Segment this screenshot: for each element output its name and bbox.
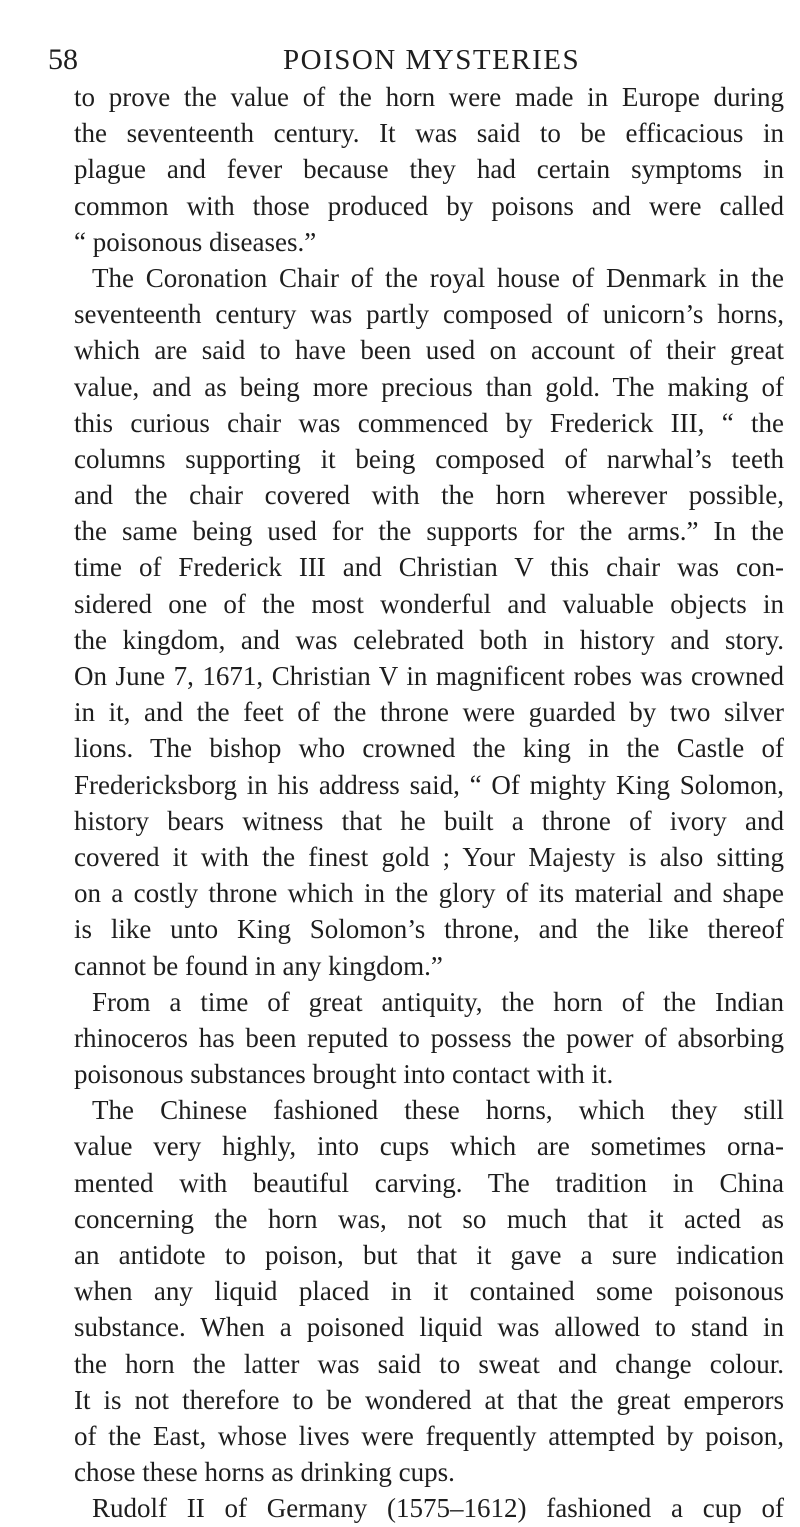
text-line: history bears witness that he built a throne of ivory and <box>74 805 784 836</box>
text-line: poisonous substances brought into contact with it. <box>74 1059 614 1090</box>
text-line: chose these horns as drinking cups. <box>74 1457 455 1488</box>
text-line: an antidote to poison, but that it gave a sure indication <box>74 1240 784 1270</box>
text-line: value very highly, into cups which are sometimes orna- <box>74 1131 784 1162</box>
text-line: of the East, whose lives were frequently attempted by poison, <box>74 1420 784 1451</box>
text-line: plague and fever because they had certain symptoms in <box>74 154 784 185</box>
text-line: when any liquid placed in it contained some poisonous <box>74 1276 784 1307</box>
text-line: value, and as being more precious than gold. The making of <box>74 371 784 402</box>
text-line: From a time of great antiquity, the horn of the Indian <box>92 986 784 1017</box>
text-line: seventeenth century was partly composed of unicorn’s horns, <box>74 299 784 330</box>
text-line: The Coronation Chair of the royal house of Denmark in the <box>92 262 784 293</box>
text-line: mented with beautiful carving. The tradition in China <box>74 1167 784 1198</box>
text-line: columns supporting it being composed of narwhal’s teeth <box>74 443 784 474</box>
text-line: substance. When a poisoned liquid was allowed to stand in <box>74 1312 784 1343</box>
text-line: Rudolf II of Germany (1575–1612) fashioned a cup of <box>92 1493 784 1524</box>
text-line: the same being used for the supports for the arms.” In the <box>74 516 784 547</box>
body-text <box>74 79 784 1527</box>
text-line: this curious chair was commenced by Frederick III, “ the <box>74 407 784 438</box>
text-line: time of Frederick III and Christian V this chair was con- <box>74 552 784 583</box>
text-line: rhinoceros has been reputed to possess the power of absorbing <box>74 1022 784 1053</box>
text-line: It is not therefore to be wondered at that the great emperors <box>74 1384 784 1415</box>
text-line: to prove the value of the horn were made in Europe during <box>74 82 784 112</box>
text-line: concerning the horn was, not so much that it acted as <box>74 1203 784 1234</box>
page-number: 58 <box>48 43 78 76</box>
text-line: the kingdom, and was celebrated both in history and story. <box>74 624 784 655</box>
text-line: in it, and the feet of the throne were guarded by two silver <box>74 697 784 728</box>
text-line: the horn the latter was said to sweat and change colour. <box>74 1348 784 1379</box>
text-line: covered it with the finest gold ; Your Majesty is also sitting <box>74 841 784 872</box>
text-line: and the chair covered with the horn wherever possible, <box>74 480 784 511</box>
text-line: lions. The bishop who crowned the king in the Castle of <box>74 733 784 764</box>
text-line: common with those produced by poisons and were called <box>74 190 784 221</box>
text-line: is like unto King Solomon’s throne, and the like thereof <box>74 914 784 945</box>
text-line: Fredericksborg in his address said, “ Of mighty King Solomon, <box>74 769 784 800</box>
text-line: the seventeenth century. It was said to be efficacious in <box>74 118 784 149</box>
text-line: which are said to have been used on account of their great <box>74 335 784 366</box>
text-line: sidered one of the most wonderful and valuable objects in <box>74 588 784 619</box>
text-line: cannot be found in any kingdom.” <box>74 950 443 981</box>
running-head <box>48 38 768 82</box>
text-line: On June 7, 1671, Christian V in magnificent robes was crowned <box>74 661 784 691</box>
text-line: on a costly throne which in the glory of its material and shape <box>74 878 784 909</box>
text-line: “ poisonous diseases.” <box>74 226 317 257</box>
text-line: The Chinese fashioned these horns, which they still <box>92 1095 784 1126</box>
running-title: POISON MYSTERIES <box>283 44 581 76</box>
